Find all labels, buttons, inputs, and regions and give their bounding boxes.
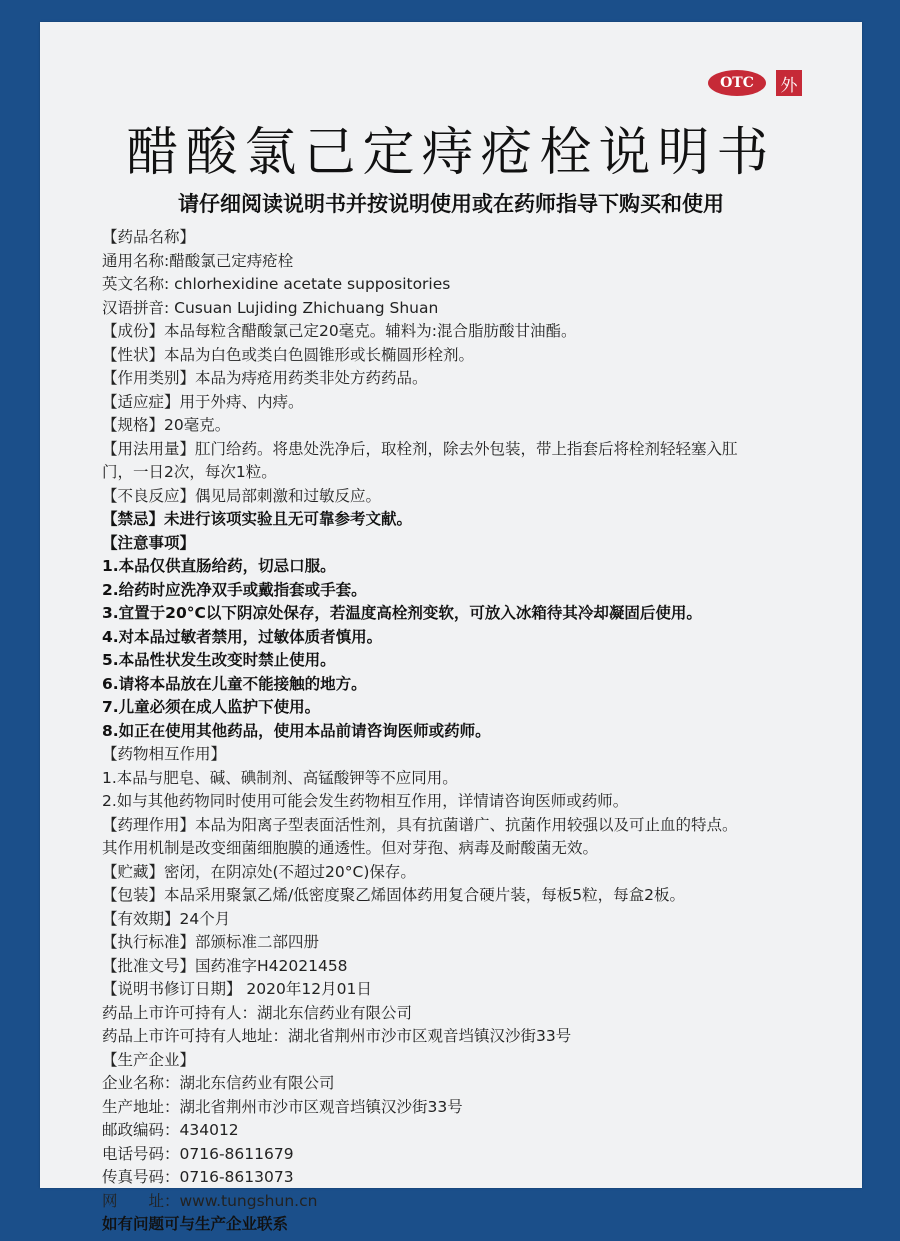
text-line: 8.如正在使用其他药品，使用本品前请咨询医师或药师。 [102, 721, 491, 740]
text-line: 2.给药时应洗净双手或戴指套或手套。 [102, 580, 367, 599]
text-line: 药品上市许可持有人地址：湖北省荆州市沙市区观音垱镇汉沙街33号 [102, 1027, 572, 1045]
text-line: 【规格】20毫克。 [102, 416, 231, 434]
text-line: 【贮藏】密闭，在阴凉处(不超过20°C)保存。 [102, 862, 416, 881]
text-line: 【有效期】24个月 [102, 909, 231, 928]
text-line: 【执行标准】部颁标准二部四册 [102, 933, 320, 951]
text-line: 1.本品仅供直肠给药，切忌口服。 [102, 557, 336, 575]
text-line: 门，一日2次，每次1粒。 [102, 463, 277, 481]
document-title: 醋酸氯己定痔疮栓说明书 [126, 123, 776, 183]
text-line: 【药理作用】本品为阳离子型表面活性剂，具有抗菌谱广、抗菌作用较强以及可止血的特点。 [102, 815, 738, 834]
text-line: 通用名称:醋酸氯己定痔疮栓 [102, 251, 294, 270]
text-line: 网 址：www.tungshun.cn [102, 1191, 318, 1210]
text-line: 【适应症】用于外痔、内痔。 [102, 392, 304, 411]
text-line: 传真号码：0716-8613073 [102, 1168, 294, 1186]
text-line: 【注意事项】 [102, 533, 196, 552]
text-line: 7.儿童必须在成人监护下使用。 [102, 698, 321, 716]
text-line: 2.如与其他药物同时使用可能会发生药物相互作用，详情请咨询医师或药师。 [102, 792, 629, 810]
external-use-badge: 外 [776, 70, 802, 96]
text-line: 【说明书修订日期】 2020年12月01日 [102, 980, 372, 998]
text-line: 【批准文号】国药准字H42021458 [102, 956, 348, 975]
text-line: 英文名称: chlorhexidine acetate suppositories [102, 275, 451, 293]
leaflet-sheet [40, 22, 862, 1233]
text-line: 如有问题可与生产企业联系 [102, 1215, 289, 1233]
text-line: 其作用机制是改变细菌细胞膜的通透性。但对芽孢、病毒及耐酸菌无效。 [102, 839, 599, 857]
text-line: 【药品名称】 [102, 228, 196, 246]
text-line: 生产地址：湖北省荆州市沙市区观音垱镇汉沙街33号 [102, 1097, 463, 1116]
text-line: 【不良反应】偶见局部刺激和过敏反应。 [102, 486, 382, 505]
badge-group [708, 70, 802, 96]
text-line: 【生产企业】 [102, 1050, 196, 1069]
leaflet-body [102, 226, 822, 1237]
text-line: 汉语拼音: Cusuan Lujiding Zhichuang Shuan [102, 298, 439, 317]
text-line: 电话号码：0716-8611679 [102, 1144, 294, 1163]
text-line: 6.请将本品放在儿童不能接触的地方。 [102, 674, 367, 693]
text-line: 【包装】本品采用聚氯乙烯/低密度聚乙烯固体药用复合硬片装，每板5粒，每盒2板。 [102, 886, 685, 904]
text-line: 药品上市许可持有人：湖北东信药业有限公司 [102, 1003, 413, 1022]
text-line: 【成份】本品每粒含醋酸氯己定20毫克。辅料为:混合脂肪酸甘油酯。 [102, 322, 577, 340]
text-line: 企业名称：湖北东信药业有限公司 [102, 1074, 335, 1092]
text-line: 4.对本品过敏者禁用，过敏体质者慎用。 [102, 627, 383, 646]
text-line: 【用法用量】肛门给药。将患处洗净后，取栓剂，除去外包装，带上指套后将栓剂轻轻塞入肛 [102, 439, 738, 458]
text-line: 3.宜置于20°C以下阴凉处保存，若温度高栓剂变软，可放入冰箱待其冷却凝固后使用。 [102, 604, 702, 622]
text-line: 1.本品与肥皂、碱、碘制剂、高锰酸钾等不应同用。 [102, 768, 458, 787]
text-line: 5.本品性状发生改变时禁止使用。 [102, 651, 336, 669]
otc-badge: OTC [708, 70, 766, 96]
text-line: 【性状】本品为白色或类白色圆锥形或长椭圆形栓剂。 [102, 345, 475, 364]
text-line: 邮政编码：434012 [102, 1121, 239, 1139]
text-line: 【作用类别】本品为痔疮用药类非处方药药品。 [102, 369, 428, 387]
text-line: 【药物相互作用】 [102, 745, 227, 763]
text-line: 【禁忌】未进行该项实验且无可靠参考文献。 [102, 510, 413, 528]
document-subtitle: 请仔细阅读说明书并按说明使用或在药师指导下购买和使用 [178, 192, 724, 216]
